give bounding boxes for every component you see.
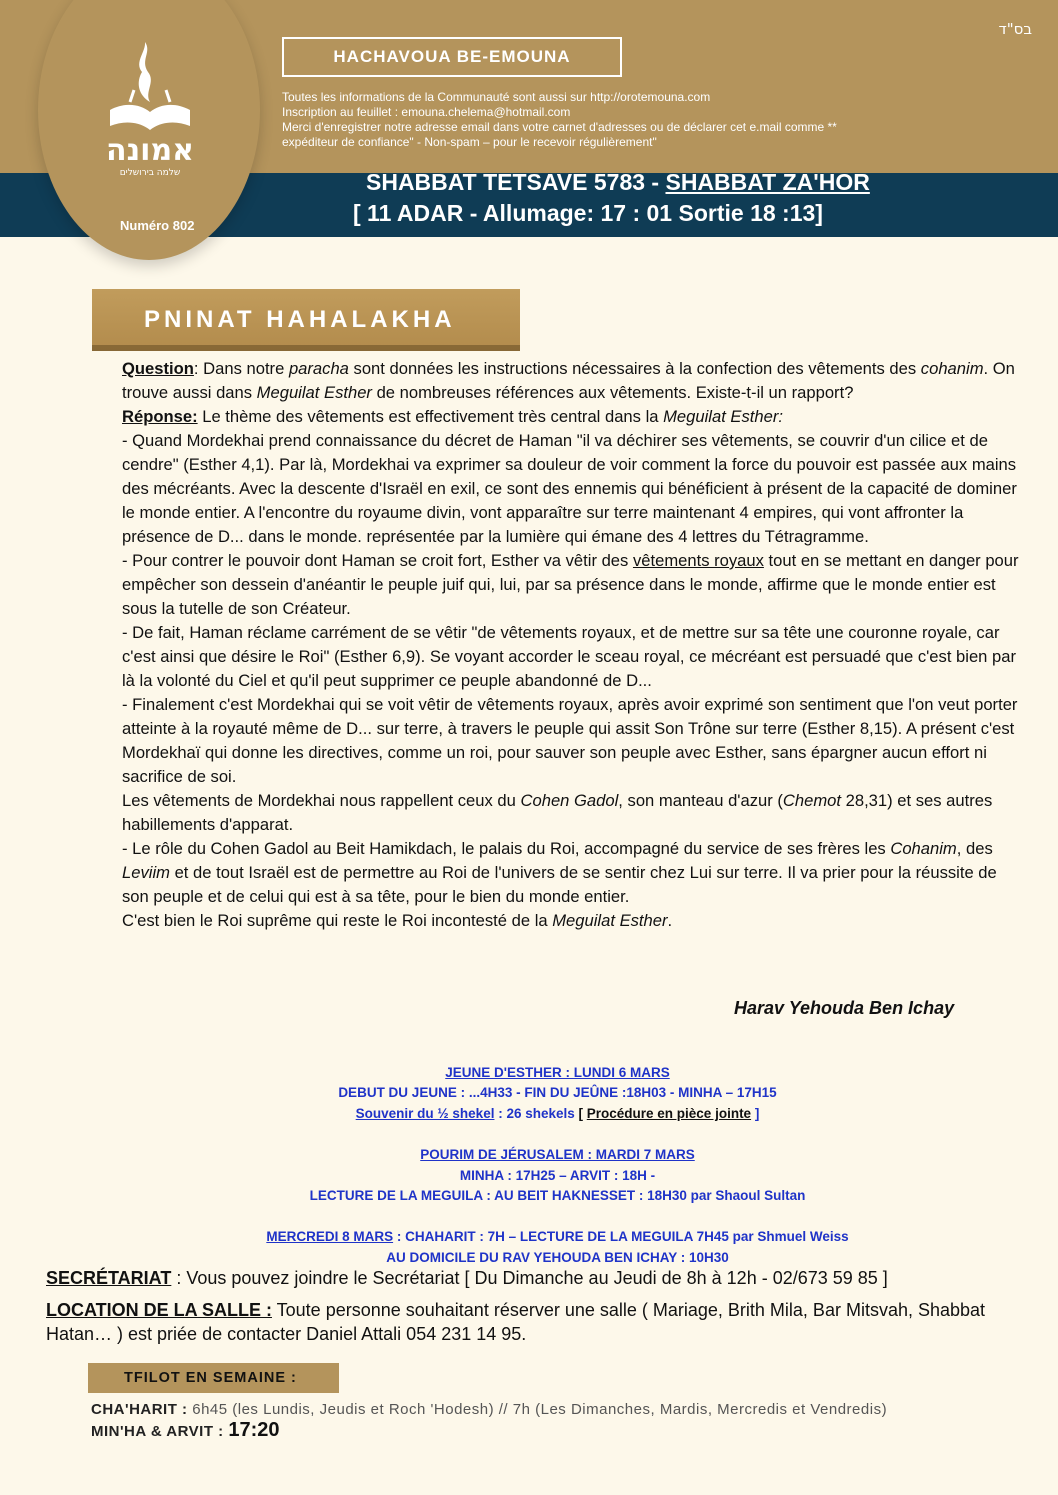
secretariat-info <box>46 1266 1036 1290</box>
shabbat-title <box>366 169 870 196</box>
text: Leviim <box>122 863 170 882</box>
text: Cohen Gadol <box>520 791 619 810</box>
text: Souvenir du ½ shekel <box>355 1105 495 1121</box>
text: : Dans notre <box>193 359 289 378</box>
paragraph <box>122 837 1022 909</box>
text: de nombreuses références aux vêtements. Existe-t-il un rapport? <box>371 383 854 402</box>
text: sont données les instructions nécessaires à la confection des vêtements des <box>348 359 921 378</box>
text: Meguilat Esther: <box>663 407 783 426</box>
emouna-logo-icon <box>100 40 200 180</box>
text: Chemot <box>782 791 841 810</box>
text: paracha <box>288 359 349 378</box>
event-line <box>230 1227 885 1247</box>
event-line <box>230 1145 885 1165</box>
chaharit-line <box>91 1401 887 1418</box>
halakha-article <box>122 357 1022 933</box>
text: vêtements royaux <box>632 551 764 570</box>
bsd-mark: בס"ד <box>998 20 1032 38</box>
text: C'est bien le Roi suprême qui reste le Roi incontesté de la <box>122 911 553 930</box>
events-schedule <box>230 1063 885 1268</box>
text: POURIM DE JÉRUSALEM : MARDI 7 MARS <box>420 1147 695 1163</box>
text: Procédure en pièce jointe <box>586 1105 752 1121</box>
text: MERCREDI 8 MARS <box>266 1229 394 1245</box>
section-title: PNINAT HAHALAKHA <box>92 289 520 351</box>
text: CHA'HARIT : <box>91 1401 188 1418</box>
minha-time: 17:20 <box>228 1419 280 1441</box>
paragraph: - Quand Mordekhai prend connaissance du décret de Haman "il va déchirer ses vêtements, se couvrir d'un cilice et de cendre" (Esther 4,1). Par là, Mordekhai va exprimer sa douleur de voir comment la force du pouvoir est passée aux mains des mécréants. Avec la descente d'Israël en exil, ce sont des ennemis qui bénéficient à présent de la capacité de dominer le monde entier. A l'encontre du royaume divin, vont apparaître sur terre maintenant 4 empires, qui vont affronter la présence de D... dans le monde. représentée par la lumière qui émane des 4 lettres du Tétragramme. <box>122 431 1017 546</box>
paragraph: - De fait, Haman réclame carrément de se vêtir "de vêtements royaux, et de mettre sur sa tête une couronne royale, car c'est ainsi que désire le Roi" (Esther 6,9). Se voyant accorder le sceau royal, ce mécréant est persuadé que c'est bien par là la volonté du Ciel et qu'il peut supprimer ce peuple abandonné de D... <box>122 623 1017 690</box>
event-line <box>230 1104 885 1124</box>
issue-number: Numéro 802 <box>120 218 195 233</box>
text: : 26 shekels <box>494 1105 579 1121</box>
shabbat-name: SHABBAT TETSAVE 5783 - <box>366 169 666 195</box>
event-line: DEBUT DU JEUNE : ...4H33 - FIN DU JEÛNE :18H03 - MINHA – 17H15 <box>338 1085 777 1101</box>
shabbat-times: [ 11 ADAR - Allumage: 17 : 01 Sortie 18 :13] <box>353 200 823 226</box>
text: 28,31) et ses autres habillements d'apparat. <box>122 791 993 834</box>
paragraph: - Finalement c'est Mordekhai qui se voit vêtir de vêtements royaux, après avoir exprimé son sentiment que l'on veut porter atteinte à la royauté même de D... sur terre, à travers le peuple qui assit Son Trône sur terre (Esther 8,15). A présent c'est Mordekhaï qui donne les directives, comme un roi, pour sauver son peuple avec Esther, sans épargner aucun effort ni sacrifice de soi. <box>122 695 1018 786</box>
svg-text:שלמה בירושלים: שלמה בירושלים <box>119 168 181 178</box>
text: MIN'HA & ARVIT : <box>91 1423 224 1440</box>
answer-intro <box>122 405 1022 429</box>
question-label: Question <box>122 359 194 378</box>
minha-line <box>91 1419 280 1442</box>
text: tout en se mettant en danger pour empêcher son dessein d'anéantir le peuple juif qui, lui, par sa présence dans le monde, affirme que le monde entier est sous la tutelle de son Créateur. <box>122 551 1019 618</box>
text: - Pour contrer le pouvoir dont Haman se croit fort, Esther va vêtir des <box>122 551 633 570</box>
text: Meguilat Esther <box>256 383 372 402</box>
text: : CHAHARIT : 7H – LECTURE DE LA MEGUILA 7H45 par Shmuel Weiss <box>393 1229 849 1245</box>
info-line: Inscription au feuillet : emouna.chelema@hotmail.com <box>282 105 571 119</box>
text: , des <box>956 839 993 858</box>
question-paragraph <box>122 357 1022 405</box>
text: - Le rôle du Cohen Gadol au Beit Hamikdach, le palais du Roi, accompagné du service de ses frères les <box>122 839 891 858</box>
info-line: Toutes les informations de la Communauté sont aussi sur http://orotemouna.com <box>282 90 711 104</box>
room-rental-label: LOCATION DE LA SALLE : <box>46 1300 272 1320</box>
text: , son manteau d'azur ( <box>618 791 783 810</box>
room-rental-info <box>46 1298 1036 1346</box>
info-line: Merci d'enregistrer notre adresse email dans votre carnet d'adresses ou de déclarer cet e.mail comme ** <box>282 120 837 134</box>
text: Toute personne souhaitant réserver une salle ( Mariage, Brith Mila, Bar Mitsvah, Shabbat Hatan… ) est priée de contacter Daniel Attali 054 231 14 95. <box>46 1300 986 1344</box>
text: . On trouve aussi dans <box>122 359 1015 402</box>
paragraph <box>122 909 1022 933</box>
event-line: MINHA : 17H25 – ARVIT : 18H - <box>459 1167 656 1183</box>
answer-label: Réponse: <box>122 407 198 426</box>
author-signature: Harav Yehouda Ben Ichay <box>734 998 955 1018</box>
text: ] <box>751 1105 760 1121</box>
text: Les vêtements de Mordekhai nous rappellent ceux du <box>122 791 521 810</box>
event-line <box>230 1063 885 1083</box>
text: JEUNE D'ESTHER : LUNDI 6 MARS <box>445 1065 670 1080</box>
event-line: AU DOMICILE DU RAV YEHOUDA BEN ICHAY : 10H30 <box>386 1249 729 1265</box>
paragraph <box>122 549 1022 621</box>
tfilot-title: TFILOT EN SEMAINE : <box>88 1363 339 1393</box>
text: [ <box>578 1105 587 1121</box>
event-line: LECTURE DE LA MEGUILA : AU BEIT HAKNESSET : 18H30 par Shaoul Sultan <box>309 1188 806 1204</box>
paragraph <box>122 789 1022 837</box>
info-line: expéditeur de confiance" - Non-spam – pour le recevoir régulièrement" <box>282 135 657 149</box>
text: . <box>667 911 673 930</box>
text: 6h45 (les Lundis, Jeudis et Roch 'Hodesh) // 7h (Les Dimanches, Mardis, Mercredis et Vendredis) <box>187 1401 888 1418</box>
text: Le thème des vêtements est effectivement très central dans la <box>197 407 664 426</box>
text: : Vous pouvez joindre le Secrétariat [ Du Dimanche au Jeudi de 8h à 12h - 02/673 59 85 ] <box>171 1268 888 1288</box>
text: Meguilat Esther <box>552 911 668 930</box>
text: cohanim <box>920 359 984 378</box>
shabbat-special: SHABBAT ZA'HOR <box>665 169 870 195</box>
secretariat-label: SECRÉTARIAT <box>46 1268 172 1288</box>
svg-text:אמונה: אמונה <box>105 133 195 168</box>
header-info <box>282 90 962 150</box>
text: Cohanim <box>890 839 957 858</box>
text: et de tout Israël est de permettre au Roi de l'univers de se sentir chez Lui sur terre. Il va prier pour la réussite de son peuple et de celui qui est à sa tête, pour le bien du monde entier. <box>122 863 997 906</box>
brand-title: HACHAVOUA BE-EMOUNA <box>282 37 622 77</box>
